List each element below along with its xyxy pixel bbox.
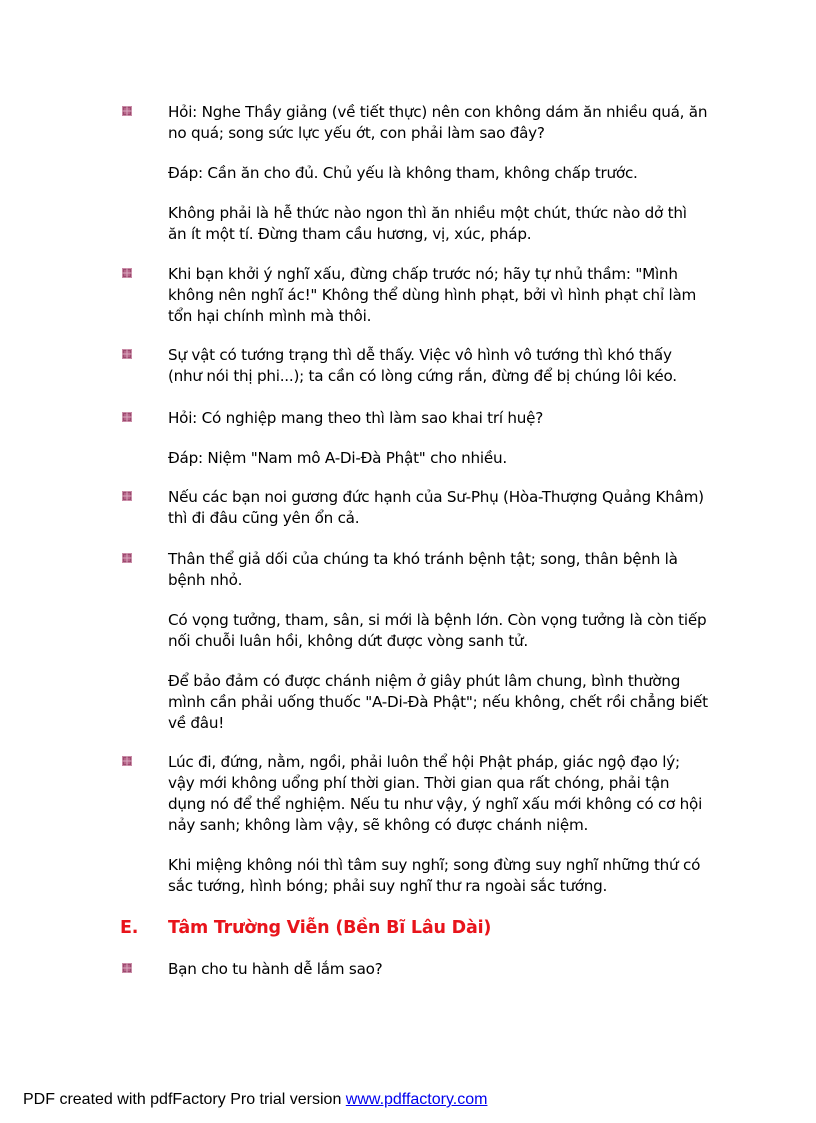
answer-paragraph: Đáp: Cần ăn cho đủ. Chủ yếu là không tham, không chấp trước. bbox=[168, 164, 638, 182]
paragraph: Để bảo đảm có được chánh niệm ở giây phút lâm chung, bình thường mình cần phải uống thuốc "A-Di-Đà Phật"; nếu không, chết rồi chẳng biết về đâu! bbox=[168, 672, 708, 732]
paragraph: Khi miệng không nói thì tâm suy nghĩ; song đừng suy nghĩ những thứ có sắc tướng, hình bóng; phải suy nghĩ thư ra ngoài sắc tướng. bbox=[168, 856, 701, 895]
paragraph: Có vọng tưởng, tham, sân, si mới là bệnh lớn. Còn vọng tưởng là còn tiếp nối chuỗi luân hồi, không dứt được vòng sanh tử. bbox=[168, 611, 707, 650]
bullet-icon bbox=[122, 106, 132, 116]
footer-link[interactable]: www.pdffactory.com bbox=[345, 1091, 488, 1108]
list-item bbox=[168, 102, 708, 245]
bullet-icon bbox=[122, 268, 132, 278]
question-paragraph: Hỏi: Nghe Thầy giảng (về tiết thực) nên con không dám ăn nhiều quá, ăn no quá; song sức lực yếu ớt, con phải làm sao đây? bbox=[168, 103, 708, 142]
bullet-icon bbox=[122, 963, 132, 973]
pdf-footer bbox=[23, 1089, 487, 1111]
paragraph: Không phải là hễ thức nào ngon thì ăn nhiều một chút, thức nào dở thì ăn ít một tí. Đừng tham cầu hương, vị, xúc, pháp. bbox=[168, 204, 687, 243]
list-item bbox=[168, 487, 708, 529]
bullet-icon bbox=[122, 412, 132, 422]
list-item bbox=[168, 345, 708, 387]
paragraph: Lúc đi, đứng, nằm, ngồi, phải luôn thể hội Phật pháp, giác ngộ đạo lý; vậy mới không uổng phí thời gian. Thời gian qua rất chóng, phải tận dụng nó để thể nghiệm. Nếu tu như vậy, ý nghĩ xấu mới không có cơ hội nảy sanh; không làm vậy, sẽ không có được chánh niệm. bbox=[168, 753, 703, 834]
section-letter: E. bbox=[120, 918, 139, 938]
paragraph: Thân thể giả dối của chúng ta khó tránh bệnh tật; song, thân bệnh là bệnh nhỏ. bbox=[168, 550, 678, 589]
bullet-icon bbox=[122, 349, 132, 359]
section-title: Tâm Trường Viễn (Bền Bĩ Lâu Dài) bbox=[168, 918, 492, 938]
paragraph: Bạn cho tu hành dễ lắm sao? bbox=[168, 960, 383, 978]
footer-text: PDF created with pdfFactory Pro trial version bbox=[23, 1091, 346, 1108]
bullet-icon bbox=[122, 491, 132, 501]
paragraph: Nếu các bạn noi gương đức hạnh của Sư-Phụ (Hòa-Thượng Quảng Khâm) thì đi đâu cũng yên ổn cả. bbox=[168, 488, 704, 527]
list-item bbox=[168, 549, 708, 734]
bullet-icon bbox=[122, 553, 132, 563]
answer-paragraph: Đáp: Niệm "Nam mô A-Di-Đà Phật" cho nhiều. bbox=[168, 449, 507, 467]
paragraph: Sự vật có tướng trạng thì dễ thấy. Việc vô hình vô tướng thì khó thấy (như nói thị phi...); ta cần có lòng cứng rắn, đừng để bị chúng lôi kéo. bbox=[168, 346, 677, 385]
list-item bbox=[168, 752, 708, 897]
list-item bbox=[168, 264, 708, 327]
list-item bbox=[168, 959, 708, 980]
bullet-icon bbox=[122, 756, 132, 766]
question-paragraph: Hỏi: Có nghiệp mang theo thì làm sao khai trí huệ? bbox=[168, 409, 544, 427]
paragraph: Khi bạn khởi ý nghĩ xấu, đừng chấp trước nó; hãy tự nhủ thầm: "Mình không nên nghĩ ác!" Không thể dùng hình phạt, bởi vì hình phạt chỉ làm tổn hại chính mình mà thôi. bbox=[168, 265, 697, 325]
list-item bbox=[168, 408, 708, 469]
